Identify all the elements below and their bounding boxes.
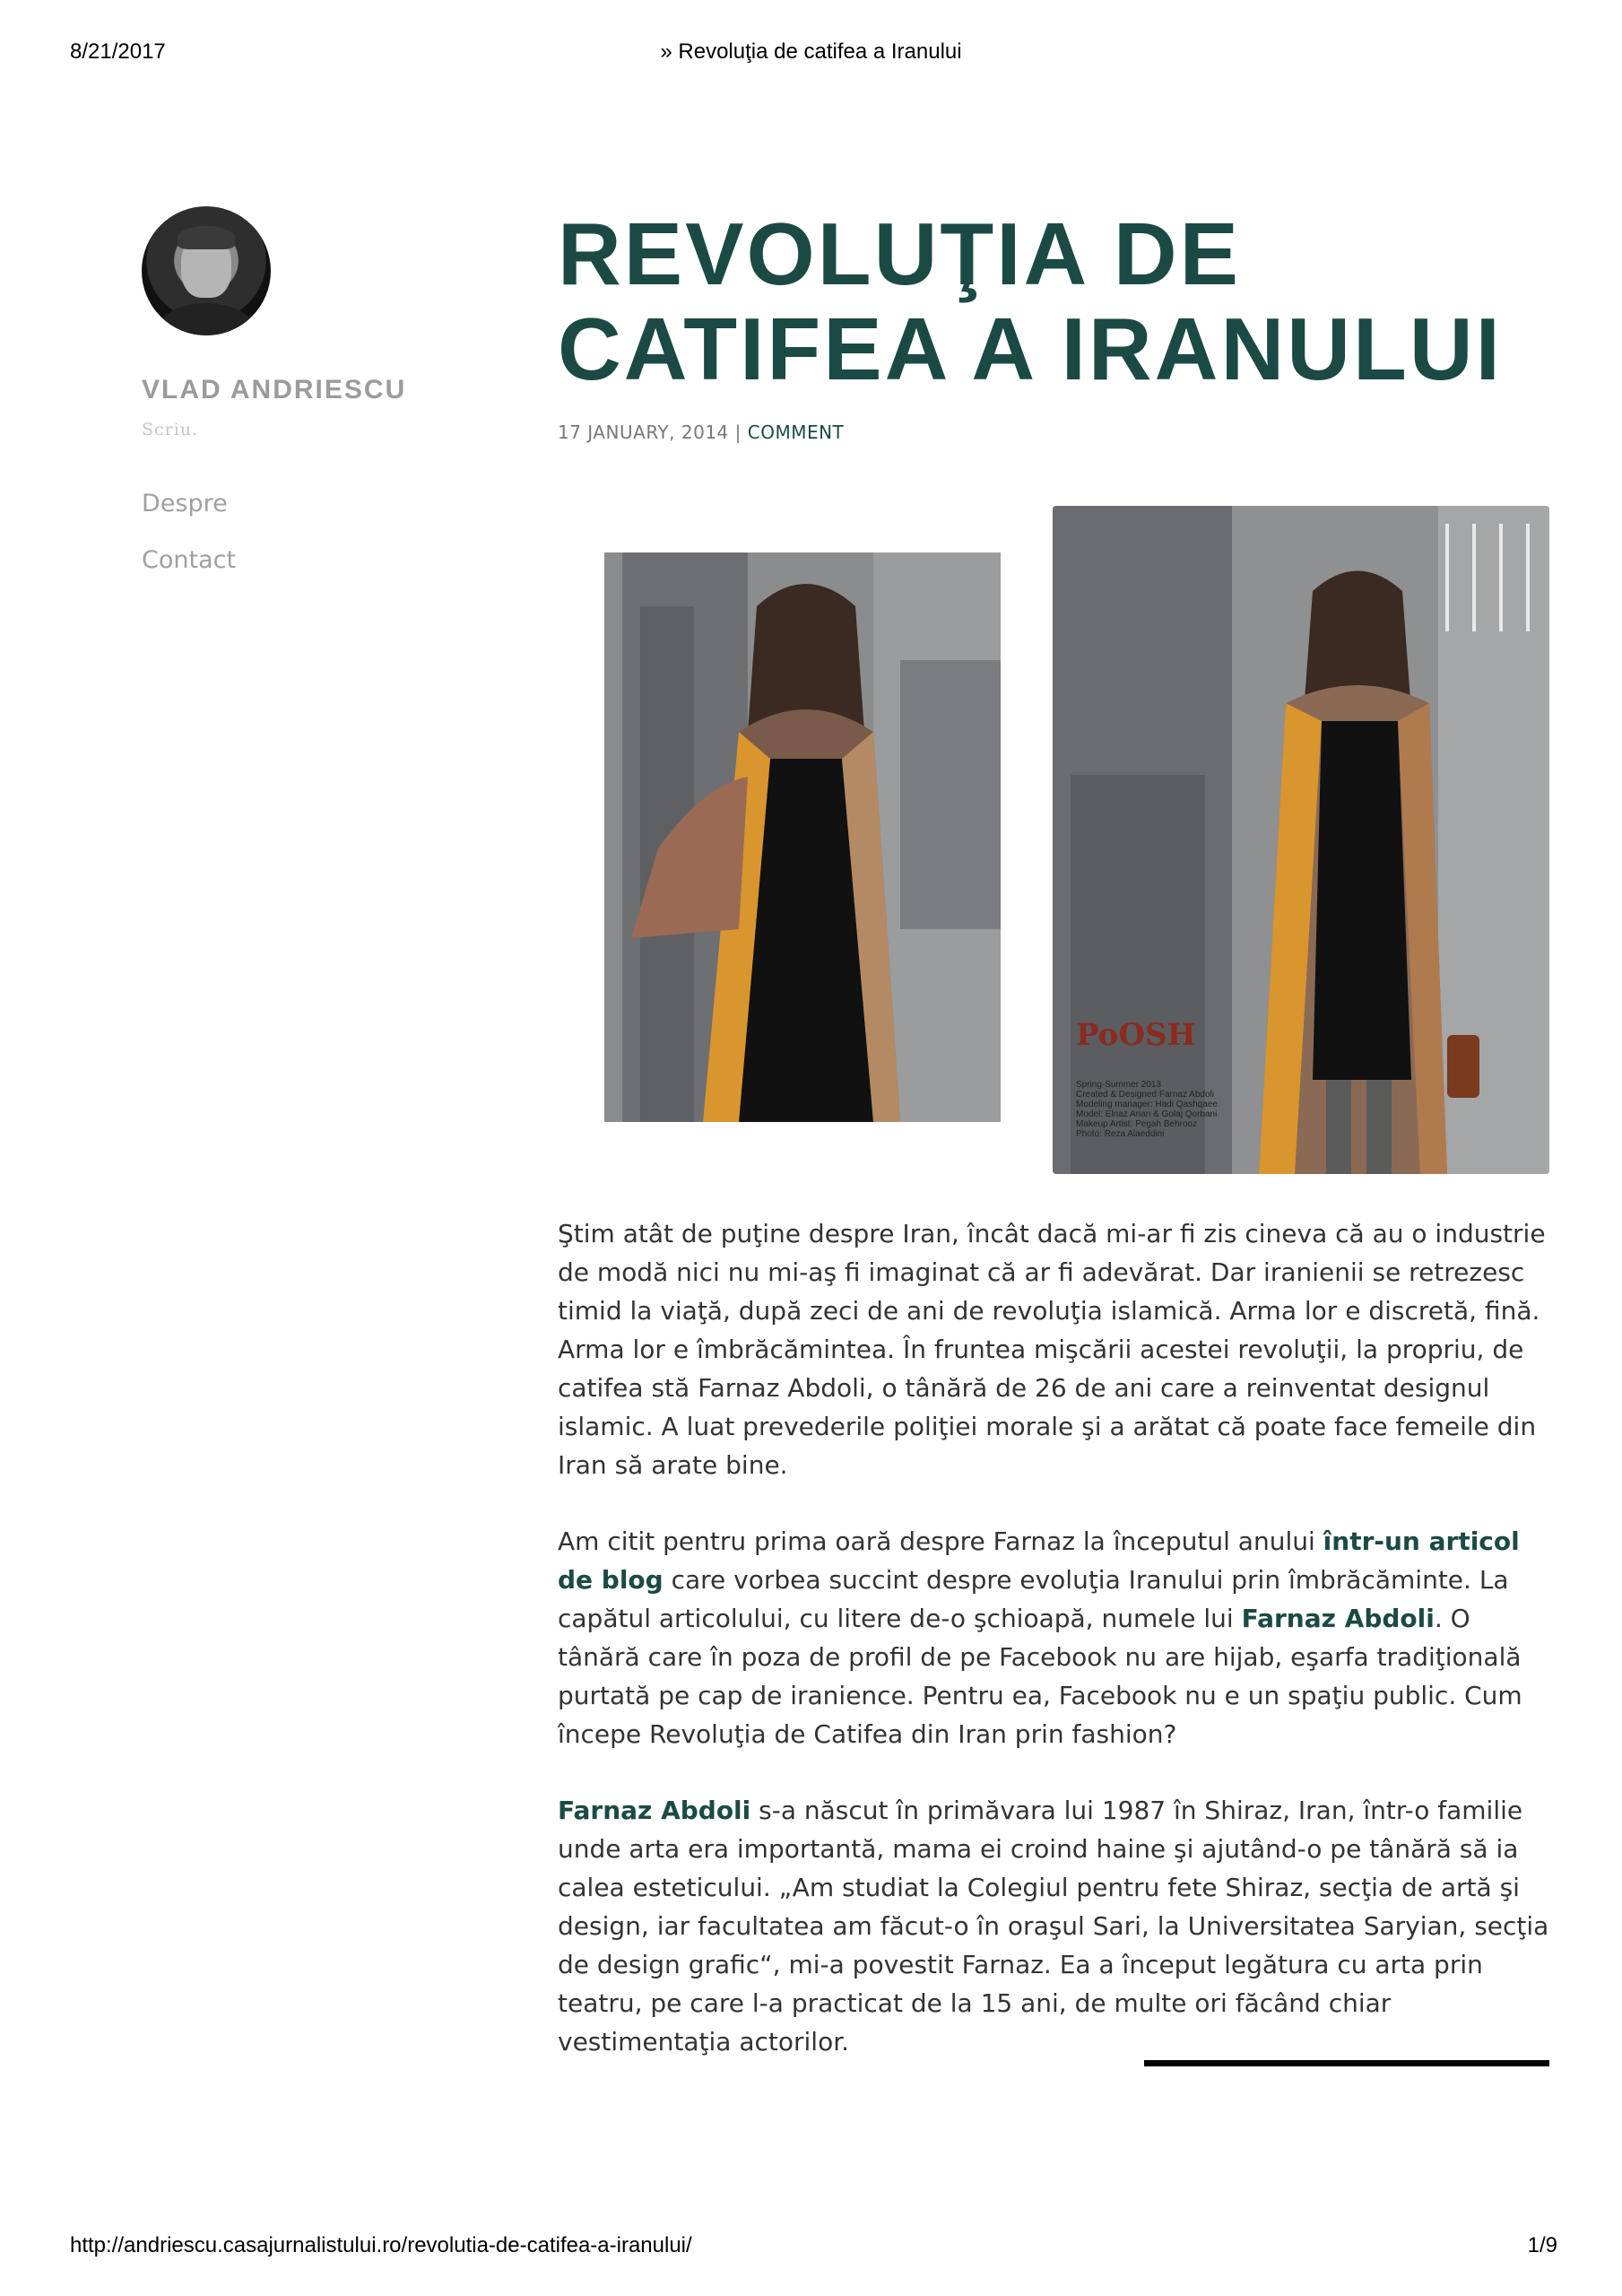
post-title: REVOLUŢIA DE CATIFEA A IRANULUI (558, 204, 1503, 398)
site-name[interactable]: VLAD ANDRIESCU (142, 375, 407, 404)
p2-text-a: Am citit pentru prima oară despre Farnaz la începutul anului (558, 1526, 1323, 1556)
print-page-title: » Revoluţia de catifea a Iranului (660, 39, 962, 64)
sidebar-nav (142, 490, 500, 574)
nav-link-contact[interactable]: Contact (142, 546, 237, 574)
credit-line: Model: Elnaz Arian & Golaj Qorbani (1076, 1109, 1218, 1119)
fashion-photo-2 (1053, 506, 1549, 1174)
print-date: 8/21/2017 (70, 39, 166, 64)
post-meta (558, 422, 1549, 443)
p2-text-c: . O tânără care în poza de profil de pe Facebook nu are hijab, eşarfa tradiţională purtată pe cap de iranience. Pentru ea, Facebook nu e un spaţiu public. Cum începe Revoluţia de Catifea din Iran prin fashion? (558, 1604, 1522, 1749)
gallery-photo-2[interactable] (1053, 506, 1549, 1174)
image-gallery (558, 506, 1549, 1205)
credit-line: Modeling manager: Hadi Qashqaee (1076, 1100, 1218, 1109)
credit-line: Photo: Reza Alaeddini (1076, 1129, 1165, 1139)
post-date: 17 JANUARY, 2014 (558, 422, 729, 443)
magazine-credits (1076, 1080, 1218, 1139)
sidebar (142, 206, 500, 603)
comment-link[interactable]: COMMENT (747, 422, 845, 443)
magazine-logo: PoOSH (1076, 1017, 1196, 1053)
credit-line: Created & Designed Farnaz Abdoli (1076, 1090, 1214, 1100)
credit-line: Makeup Artist: Pegah Behrooz (1076, 1119, 1198, 1129)
credit-line: Spring-Summer 2013 (1076, 1080, 1162, 1090)
decorative-bar (1144, 2060, 1549, 2066)
article-paragraph-3 (558, 1791, 1549, 2061)
nav-link-despre[interactable]: Despre (142, 490, 228, 517)
blog-article-link[interactable]: într-un articol de blog (558, 1526, 1520, 1595)
farnaz-abdoli-link[interactable]: Farnaz Abdoli (1241, 1604, 1435, 1633)
meta-separator: | (734, 422, 742, 443)
print-page-number: 1/9 (1527, 2233, 1557, 2257)
avatar-hair (178, 226, 235, 249)
site-tagline: Scriu. (142, 420, 199, 439)
gallery-photo-1[interactable] (604, 552, 1001, 1122)
article-paragraph-1: Ştim atât de puţine despre Iran, încât dacă mi-ar fi zis cineva că au o industrie de modă nici nu mi-aş fi imaginat că ar fi adevărat. Dar iranienii se retrezesc timid la viaţă, după zeci de ani de revoluţia islamică. Arma lor e discretă, fină. Arma lor e îmbrăcămintea. În fruntea mişcării acestei revoluţii, la propriu, de catifea stă Farnaz Abdoli, o tânără de 26 de ani care a reinventat designul islamic. A luat prevederile poliţiei morale şi a arătat că poate face femeile din Iran să arate bine. (558, 1219, 1546, 1480)
p3-text: s-a născut în primăvara lui 1987 în Shiraz, Iran, într-o familie unde arta era importantă, mama ei croind haine şi ajutând-o pe tânără să ia calea esteticului. „Am studiat la Colegiul pentru fete Shiraz, secţia de artă şi design, iar facultatea am făcut-o în oraşul Sari, la Universitatea Saryian, secţia de design grafic“, mi-a povestit Farnaz. Ea a început legătura cu arta prin teatru, pe care l-a practicat de la 15 ani, de multe ori făcând chiar vestimentaţia actorilor. (558, 1796, 1549, 2057)
article-body (558, 1214, 1549, 2061)
avatar-body (158, 303, 255, 335)
fashion-photo-1 (604, 552, 1001, 1122)
print-url: http://andriescu.casajurnalistului.ro/revolutia-de-catifea-a-iranului/ (70, 2233, 692, 2257)
article-paragraph-2 (558, 1522, 1549, 1753)
post-content (558, 206, 1549, 2099)
avatar[interactable] (142, 206, 271, 335)
farnaz-abdoli-link-2[interactable]: Farnaz Abdoli (558, 1796, 751, 1825)
p2-text-b: care vorbea succint despre evoluţia Iranului prin îmbrăcăminte. La capătul articolului, cu litere de-o şchioapă, numele lui (558, 1565, 1509, 1633)
